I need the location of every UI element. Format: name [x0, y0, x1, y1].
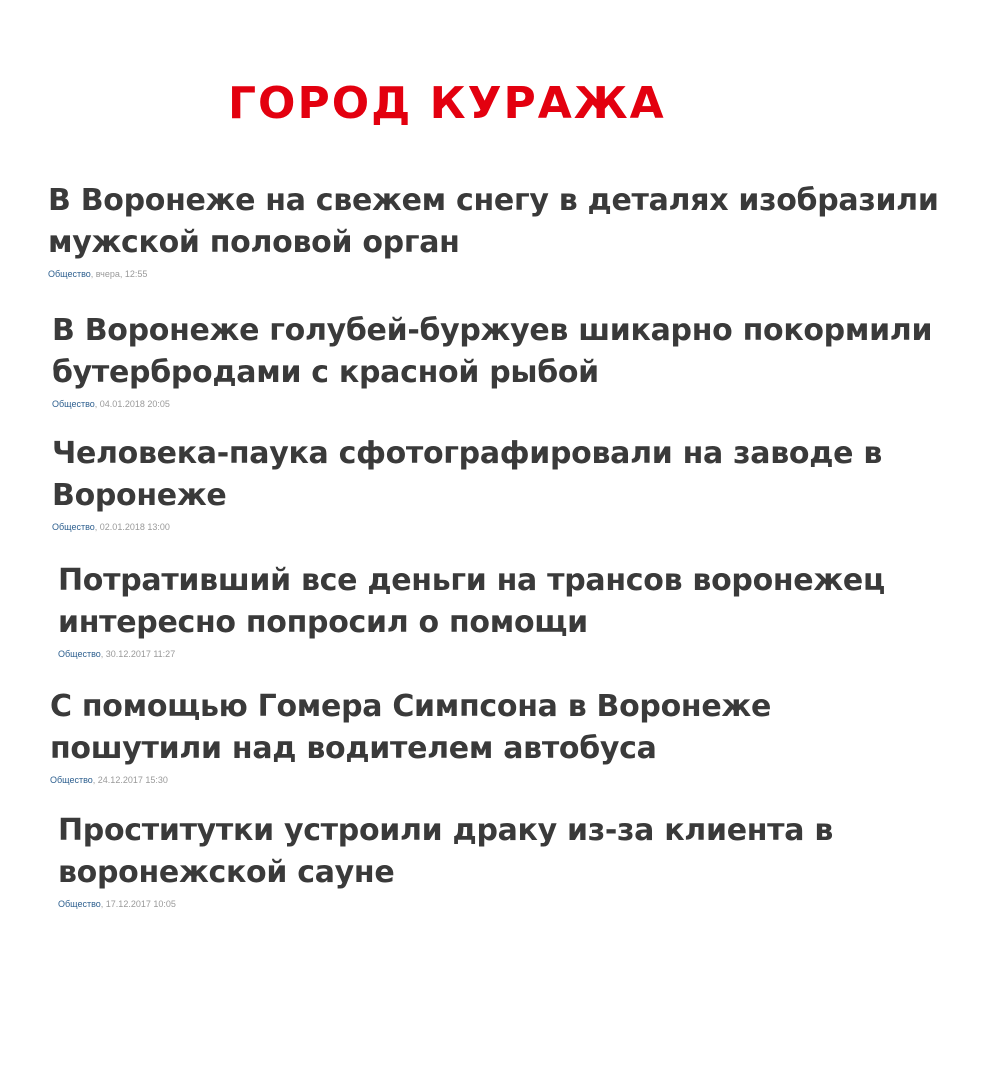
meta-separator: ,	[100, 899, 106, 909]
news-item[interactable]	[48, 180, 948, 280]
news-item[interactable]	[52, 310, 952, 410]
news-item[interactable]	[58, 810, 958, 910]
news-category-link[interactable]: Общество	[58, 899, 101, 909]
news-meta	[58, 898, 958, 910]
news-item[interactable]	[58, 560, 958, 660]
news-item[interactable]	[50, 686, 950, 786]
news-meta	[52, 398, 952, 410]
news-meta	[58, 648, 958, 660]
news-headline[interactable]: Потративший все деньги на трансов воронежец интересно попросил о помощи	[58, 563, 885, 640]
news-item[interactable]	[52, 433, 952, 533]
news-headline[interactable]: Проститутки устроили драку из-за клиента в воронежской сауне	[58, 813, 834, 890]
news-date: 30.12.2017 11:27	[105, 649, 176, 659]
news-meta	[50, 774, 950, 786]
meta-separator: ,	[94, 399, 100, 409]
news-date: 02.01.2018 13:00	[99, 522, 170, 532]
news-category-link[interactable]: Общество	[58, 649, 101, 659]
meta-separator: ,	[90, 269, 96, 279]
news-headline[interactable]: Человека-паука сфотографировали на заводе в Воронеже	[52, 436, 883, 513]
news-date: 04.01.2018 20:05	[99, 399, 170, 409]
news-meta	[52, 521, 952, 533]
news-category-link[interactable]: Общество	[50, 775, 93, 785]
news-category-link[interactable]: Общество	[52, 399, 95, 409]
page-title: ГОРОД КУРАЖА	[228, 78, 666, 129]
news-category-link[interactable]: Общество	[48, 269, 91, 279]
news-headline[interactable]: С помощью Гомера Симпсона в Воронеже пошутили над водителем автобуса	[50, 689, 771, 766]
news-date: вчера, 12:55	[95, 269, 148, 279]
news-date: 24.12.2017 15:30	[97, 775, 168, 785]
meta-separator: ,	[100, 649, 106, 659]
news-headline[interactable]: В Воронеже на свежем снегу в деталях изобразили мужской половой орган	[48, 183, 939, 260]
news-meta	[48, 268, 948, 280]
news-category-link[interactable]: Общество	[52, 522, 95, 532]
meta-separator: ,	[92, 775, 98, 785]
news-date: 17.12.2017 10:05	[105, 899, 176, 909]
news-headline[interactable]: В Воронеже голубей-буржуев шикарно покормили бутербродами с красной рыбой	[52, 313, 933, 390]
meta-separator: ,	[94, 522, 100, 532]
